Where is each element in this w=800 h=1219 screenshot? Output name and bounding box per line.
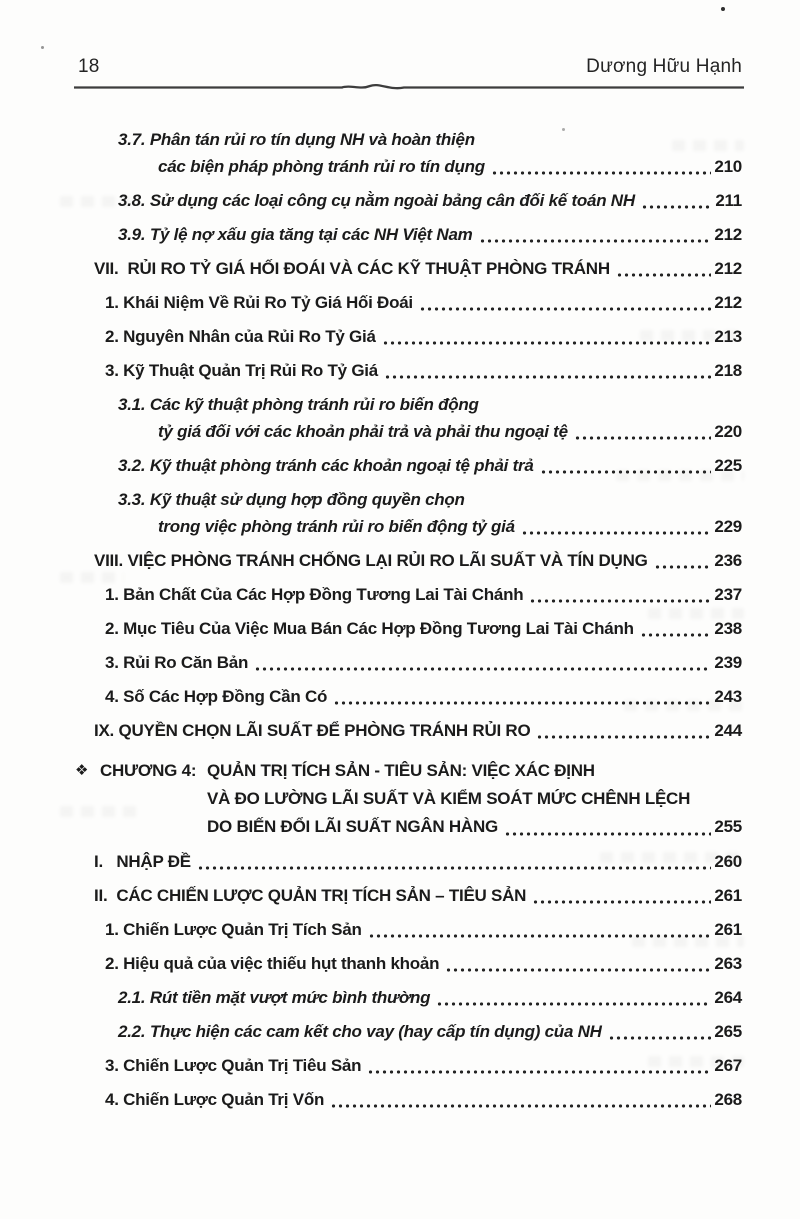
toc-line (105, 916, 742, 943)
toc-entry-text: các biện pháp phòng tránh rủi ro tín dụng (158, 157, 485, 176)
toc-entry-text: VIII. VIỆC PHÒNG TRÁNH CHỐNG LẠI RỦI RO LÃI SUẤT VÀ TÍN DỤNG (94, 551, 648, 570)
toc-entry-text: QUẢN TRỊ TÍCH SẢN - TIÊU SẢN: VIỆC XÁC ĐỊNH (207, 761, 595, 780)
scan-speck (562, 128, 565, 131)
toc-entry-text: IX. QUYỀN CHỌN LÃI SUẤT ĐỂ PHÒNG TRÁNH RỦI RO (94, 721, 531, 740)
toc-entry (75, 1086, 742, 1113)
toc-page-number: 237 (714, 585, 742, 604)
toc-line (94, 255, 742, 282)
toc-page-number: 239 (714, 653, 742, 672)
toc-line (105, 323, 742, 350)
dot-leader (368, 934, 712, 938)
toc-page-number: 213 (714, 327, 742, 346)
table-of-contents (75, 126, 742, 1113)
toc-entry-text: 4. Chiến Lược Quản Trị Vốn (105, 1090, 325, 1109)
chapter-label: CHƯƠNG 4: (100, 761, 197, 780)
dot-leader (479, 239, 712, 243)
toc-entry-text: tỷ giá đối với các khoản phải trả và phải thu ngoại tệ (158, 422, 568, 441)
toc-page-number: 267 (714, 1056, 742, 1075)
toc-line (105, 1086, 742, 1113)
toc-line (207, 785, 742, 813)
toc-page-number: 263 (714, 954, 742, 973)
toc-entry (75, 486, 742, 540)
toc-page-number: 212 (714, 259, 742, 278)
toc-entry (75, 649, 742, 676)
toc-line (105, 289, 742, 316)
toc-entry (75, 1018, 742, 1045)
dot-leader (529, 599, 711, 603)
toc-line (105, 1052, 742, 1079)
toc-page-number: 210 (714, 157, 742, 176)
toc-line (118, 187, 742, 214)
toc-page-number: 220 (714, 422, 742, 441)
toc-line (118, 391, 742, 418)
toc-entry (75, 547, 742, 574)
dot-leader (197, 866, 712, 870)
toc-line (94, 848, 742, 875)
toc-page-number: 261 (714, 920, 742, 939)
toc-line (158, 418, 742, 445)
toc-line (158, 153, 742, 180)
toc-line (118, 1018, 742, 1045)
dot-leader (521, 531, 712, 535)
toc-line (158, 513, 742, 540)
toc-entry-text: I. NHẬP ĐỀ (94, 852, 191, 871)
toc-entry-text: 3.8. Sử dụng các loại công cụ nằm ngoài bảng cân đối kế toán NH (118, 191, 635, 210)
toc-line (105, 683, 742, 710)
toc-entry-text: 3. Kỹ Thuật Quản Trị Rủi Ro Tỷ Giá (105, 361, 378, 380)
dot-leader (654, 565, 712, 569)
toc-entry (75, 848, 742, 875)
toc-page-number: 211 (715, 191, 742, 210)
toc-page-number: 243 (714, 687, 742, 706)
toc-line (105, 649, 742, 676)
toc-entry (75, 126, 742, 180)
dot-leader (382, 341, 712, 345)
toc-entry-text: 2. Hiệu quả của việc thiếu hụt thanh khoản (105, 954, 440, 973)
dot-leader (419, 307, 711, 311)
toc-entry-text: 3.3. Kỹ thuật sử dụng hợp đồng quyền chọn (118, 490, 465, 509)
toc-entry (75, 391, 742, 445)
toc-page-number: 260 (714, 852, 742, 871)
toc-entry (75, 255, 742, 282)
dot-leader (608, 1036, 712, 1040)
toc-line (105, 581, 742, 608)
scan-speck (721, 7, 725, 11)
toc-entry (75, 357, 742, 384)
dot-leader (504, 832, 711, 836)
toc-entry (75, 950, 742, 977)
toc-entry-text: 3. Rủi Ro Căn Bản (105, 653, 249, 672)
toc-page-number: 229 (714, 517, 742, 536)
toc-line (118, 452, 742, 479)
toc-entry (75, 581, 742, 608)
toc-line (94, 882, 742, 909)
dot-leader (436, 1002, 711, 1006)
header-rule (74, 83, 744, 92)
page-header (0, 0, 800, 78)
chapter-bullet-icon: ❖ (75, 762, 89, 779)
toc-line (207, 813, 742, 841)
toc-entry (75, 289, 742, 316)
toc-entry-text: trong việc phòng tránh rủi ro biến động tỷ giá (158, 517, 515, 536)
toc-line (94, 717, 742, 744)
toc-entry-text: II. CÁC CHIẾN LƯỢC QUẢN TRỊ TÍCH SẢN – TIÊU SẢN (94, 886, 527, 905)
toc-entry-text: 2. Nguyên Nhân của Rủi Ro Tỷ Giá (105, 327, 376, 346)
toc-line (118, 221, 742, 248)
dot-leader (616, 273, 712, 277)
toc-entry-text: 3. Chiến Lược Quản Trị Tiêu Sản (105, 1056, 362, 1075)
dot-leader (384, 375, 711, 379)
toc-entry-text: 2.2. Thực hiện các cam kết cho vay (hay cấp tín dụng) của NH (118, 1022, 602, 1041)
toc-page-number: 238 (714, 619, 742, 638)
toc-line (207, 757, 742, 785)
toc-entry (75, 1052, 742, 1079)
toc-line (118, 486, 742, 513)
toc-page-number: 264 (714, 988, 742, 1007)
toc-page-number: 212 (714, 293, 742, 312)
toc-entry (75, 187, 742, 214)
toc-entry (75, 916, 742, 943)
chapter-title-lines (207, 757, 742, 841)
toc-entry (75, 615, 742, 642)
toc-entry-text: 3.2. Kỹ thuật phòng tránh các khoản ngoại tệ phải trả (118, 456, 534, 475)
page-number: 18 (78, 56, 100, 77)
dot-leader (641, 205, 712, 209)
dot-leader (532, 900, 711, 904)
toc-entry (75, 882, 742, 909)
dot-leader (540, 470, 712, 474)
toc-entry-text: 2.1. Rút tiền mặt vượt mức bình thường (118, 988, 431, 1007)
toc-line (105, 950, 742, 977)
scan-speck (41, 46, 44, 49)
toc-page-number: 255 (714, 817, 742, 836)
toc-entry-text: 3.1. Các kỹ thuật phòng tránh rủi ro biến động (118, 395, 479, 414)
toc-entry (75, 984, 742, 1011)
dot-leader (640, 633, 712, 637)
toc-entry-text: DO BIẾN ĐỔI LÃI SUẤT NGÂN HÀNG (207, 817, 498, 836)
toc-entry (75, 683, 742, 710)
toc-entry (75, 221, 742, 248)
toc-line (105, 615, 742, 642)
toc-entry-text: 1. Bản Chất Của Các Hợp Đồng Tương Lai Tài Chánh (105, 585, 524, 604)
toc-entry-text: 3.7. Phân tán rủi ro tín dụng NH và hoàn thiện (118, 130, 475, 149)
toc-entry-text: 2. Mục Tiêu Của Việc Mua Bán Các Hợp Đồng Tương Lai Tài Chánh (105, 619, 634, 638)
toc-entry (75, 323, 742, 350)
toc-entry-text: VÀ ĐO LƯỜNG LÃI SUẤT VÀ KIỂM SOÁT MỨC CHÊNH LỆCH (207, 789, 691, 808)
toc-page-number: 218 (714, 361, 742, 380)
toc-page-number: 225 (714, 456, 742, 475)
dot-leader (254, 667, 711, 671)
dot-leader (574, 436, 712, 440)
toc-entry-text: 1. Chiến Lược Quản Trị Tích Sản (105, 920, 362, 939)
toc-line (118, 984, 742, 1011)
toc-line (118, 126, 742, 153)
dot-leader (491, 171, 711, 175)
dot-leader (330, 1104, 711, 1108)
toc-page-number: 265 (714, 1022, 742, 1041)
toc-page-number: 268 (714, 1090, 742, 1109)
toc-page-number: 261 (714, 886, 742, 905)
dot-leader (445, 968, 711, 972)
toc-entry (75, 452, 742, 479)
toc-entry-chapter (75, 757, 742, 841)
running-head-author: Dương Hữu Hạnh (586, 56, 742, 77)
toc-entry-text: VII. RỦI RO TỶ GIÁ HỐI ĐOÁI VÀ CÁC KỸ THUẬT PHÒNG TRÁNH (94, 259, 610, 278)
toc-entry-text: 3.9. Tỷ lệ nợ xấu gia tăng tại các NH Việt Nam (118, 225, 473, 244)
toc-page-number: 212 (714, 225, 742, 244)
toc-line (94, 547, 742, 574)
toc-entry-text: 1. Khái Niệm Về Rủi Ro Tỷ Giá Hối Đoái (105, 293, 413, 312)
dot-leader (536, 735, 711, 739)
toc-page-number: 236 (714, 551, 742, 570)
dot-leader (367, 1070, 711, 1074)
toc-entry-text: 4. Số Các Hợp Đồng Cần Có (105, 687, 328, 706)
dot-leader (333, 701, 711, 705)
toc-page-number: 244 (714, 721, 742, 740)
toc-line (105, 357, 742, 384)
toc-entry (75, 717, 742, 744)
